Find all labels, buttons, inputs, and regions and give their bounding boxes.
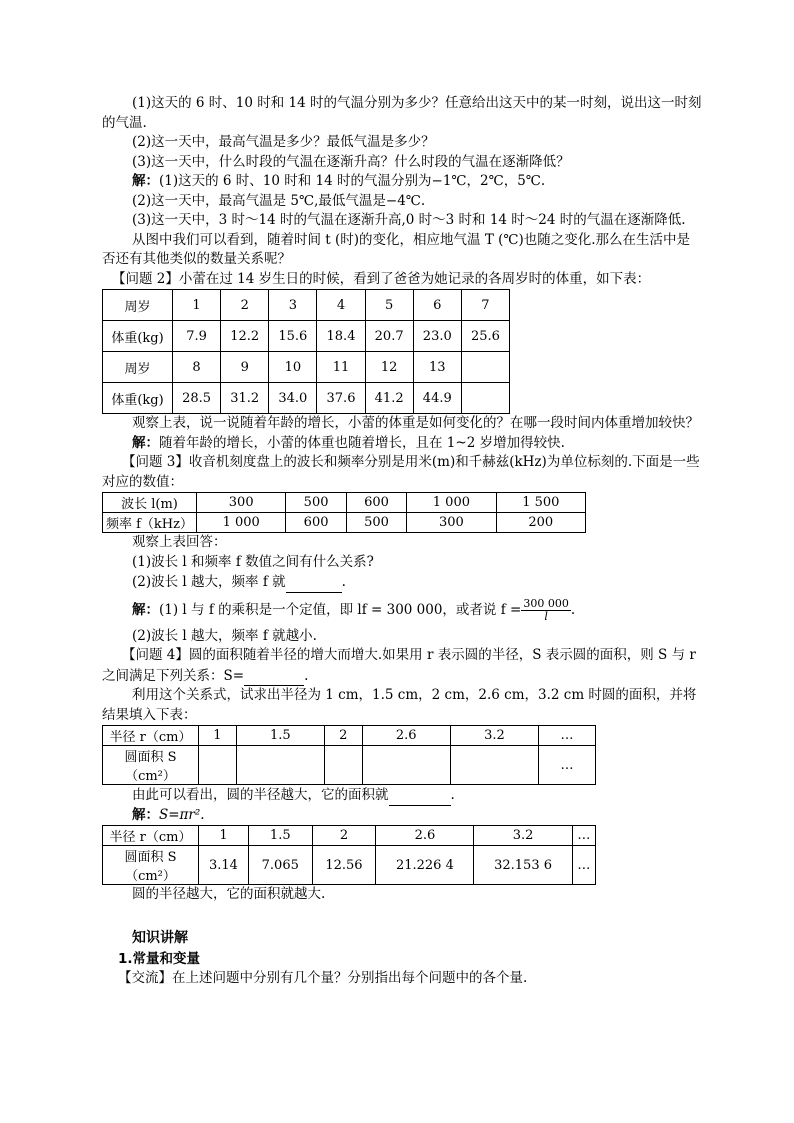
table-cell: … bbox=[539, 726, 596, 746]
row-header-cell: 圆面积 S（cm²） bbox=[103, 846, 199, 885]
solution-label: 解： bbox=[132, 173, 159, 189]
table-row bbox=[103, 726, 596, 746]
table-cell: 1 000 bbox=[407, 493, 496, 513]
table-cell: 15.6 bbox=[269, 321, 317, 352]
row-header-cell: 体重(kg) bbox=[103, 321, 173, 352]
q1-solution-2: (2)这一天中，最高气温是 5℃,最低气温是−4℃. bbox=[132, 192, 426, 209]
table-cell: 600 bbox=[286, 513, 346, 533]
table-cell: 18.4 bbox=[317, 321, 365, 352]
q3-intro: 【问题 3】收音机刻度盘上的波长和频率分别是用米(m)和千赫兹(kHz)为单位标刻的.下面是一些对应的数值： bbox=[102, 454, 700, 490]
table-cell: 1.5 bbox=[248, 826, 312, 846]
row-header-cell: 频率 f（kHz） bbox=[103, 513, 197, 533]
q1-transition: 从图中我们可以看到，随着时间 t (时)的变化，相应地气温 T (℃)也随之变化.那么在生活中是否还有其他类似的数量关系呢？ bbox=[102, 231, 691, 267]
subsection-heading: 1.常量和变量 bbox=[118, 950, 201, 967]
table-cell: 1 bbox=[199, 826, 249, 846]
table-cell: 32.153 6 bbox=[474, 846, 572, 885]
table-cell: 4 bbox=[317, 290, 365, 321]
document-page bbox=[102, 94, 702, 988]
table-cell: 9 bbox=[221, 352, 269, 383]
section-heading: 知识讲解 bbox=[132, 929, 188, 946]
exchange-prompt: 【交流】在上述问题中分别有几个量？分别指出每个问题中的各个量. bbox=[118, 969, 528, 986]
table-cell: 200 bbox=[496, 513, 585, 533]
table-cell bbox=[461, 383, 509, 414]
table-cell: 3 bbox=[269, 290, 317, 321]
table-cell: 1 bbox=[199, 726, 237, 746]
q3-wave-table bbox=[102, 492, 586, 533]
q1-question-2: (2)这一天中，最高气温是多少？最低气温是多少？ bbox=[132, 134, 435, 150]
table-cell: 2 bbox=[221, 290, 269, 321]
q3-question-2: (2)波长 l 越大，频率 f 就 . bbox=[102, 572, 702, 593]
table-cell: 5 bbox=[365, 290, 413, 321]
table-row bbox=[103, 493, 586, 513]
table-cell: 12.2 bbox=[221, 321, 269, 352]
table-row bbox=[103, 846, 596, 885]
table-cell bbox=[450, 746, 538, 785]
table-row bbox=[103, 352, 510, 383]
table-cell: 7 bbox=[461, 290, 509, 321]
q1-question-1: (1)这天的 6 时、10 时和 14 时的气温分别为多少？任意给出这天中的某一时刻，说出这一时刻的气温. bbox=[102, 95, 702, 131]
row-header-cell: 周岁 bbox=[103, 352, 173, 383]
table-cell: … bbox=[539, 746, 596, 785]
table-row bbox=[103, 513, 586, 533]
table-cell: 3.14 bbox=[199, 846, 249, 885]
row-header-cell: 圆面积 S（cm²） bbox=[103, 746, 199, 785]
table-cell: 23.0 bbox=[413, 321, 461, 352]
q3-solution-1: 解：(1) l 与 f 的乘积是一个定值，即 lf = 300 000，或者说 f = $\frac{300 000}{l}$ . bbox=[132, 596, 576, 623]
row-header-cell: 周岁 bbox=[103, 290, 173, 321]
table-cell: 3.2 bbox=[450, 726, 538, 746]
q2-intro: 【问题 2】小蕾在过 14 岁生日的时候，看到了爸爸为她记录的各周岁时的体重，如下表： bbox=[112, 270, 651, 287]
table-cell: 500 bbox=[346, 513, 406, 533]
table-cell: 2.6 bbox=[376, 826, 474, 846]
table-cell: 2.6 bbox=[362, 726, 450, 746]
table-cell: 500 bbox=[286, 493, 346, 513]
q1-question-3: (3)这一天中，什么时段的气温在逐渐升高？什么时段的气温在逐渐降低？ bbox=[132, 153, 570, 170]
q1-solution-3: (3)这一天中，3 时～14 时的气温在逐渐升高,0 时～3 时和 14 时～24 时的气温在逐渐降低. bbox=[132, 212, 686, 228]
q2-solution: 解：随着年龄的增长，小蕾的体重也随着增长，且在 1~2 岁增加得较快. bbox=[132, 434, 565, 451]
table-cell: 34.0 bbox=[269, 383, 317, 414]
table-cell: 12 bbox=[365, 352, 413, 383]
table-cell: 44.9 bbox=[413, 383, 461, 414]
q4-solution: 解：S=πr². bbox=[132, 806, 205, 823]
fraction: $\frac{300 000}{l}$ bbox=[523, 596, 569, 623]
table-cell: 41.2 bbox=[365, 383, 413, 414]
table-cell: 2 bbox=[324, 726, 362, 746]
table-cell: 21.226 4 bbox=[376, 846, 474, 885]
q4-filled-table bbox=[102, 825, 596, 885]
table-cell: 7.065 bbox=[248, 846, 312, 885]
q2-weight-table bbox=[102, 289, 510, 414]
row-header-cell: 半径 r（cm） bbox=[103, 826, 199, 846]
q4-conclusion: 由此可以看出，圆的半径越大，它的面积就 . bbox=[102, 785, 702, 806]
table-cell: 28.5 bbox=[173, 383, 221, 414]
table-cell: 600 bbox=[346, 493, 406, 513]
table-cell: 10 bbox=[269, 352, 317, 383]
q4-blank-table bbox=[102, 725, 596, 785]
q2-question: 观察上表，说一说随着年龄的增长，小蕾的体重是如何变化的？在哪一段时间内体重增加较快？ bbox=[132, 415, 699, 431]
table-row bbox=[103, 321, 510, 352]
q3-question-1: (1)波长 l 和频率 f 数值之间有什么关系? bbox=[132, 553, 374, 570]
table-cell: 3.2 bbox=[474, 826, 572, 846]
table-cell bbox=[199, 746, 237, 785]
table-cell: 6 bbox=[413, 290, 461, 321]
q4-task: 利用这个关系式，试求出半径为 1 cm，1.5 cm，2 cm，2.6 cm，3.2 cm 时圆的面积，并将结果填入下表： bbox=[102, 687, 697, 723]
table-cell bbox=[362, 746, 450, 785]
table-row bbox=[103, 746, 596, 785]
table-cell: 20.7 bbox=[365, 321, 413, 352]
q1-solution-1: 解：(1)这天的 6 时、10 时和 14 时的气温分别为−1℃，2℃，5℃. bbox=[132, 173, 546, 189]
table-row bbox=[103, 290, 510, 321]
q4-final: 圆的半径越大，它的面积就越大. bbox=[132, 886, 326, 902]
table-cell: … bbox=[572, 846, 595, 885]
table-cell: 13 bbox=[413, 352, 461, 383]
q3-lead: 观察上表回答： bbox=[132, 534, 227, 550]
table-cell: 12.56 bbox=[312, 846, 376, 885]
table-cell bbox=[461, 352, 509, 383]
table-cell: 37.6 bbox=[317, 383, 365, 414]
table-cell: 8 bbox=[173, 352, 221, 383]
table-cell: 2 bbox=[312, 826, 376, 846]
table-cell: 1 bbox=[173, 290, 221, 321]
table-cell: 1 500 bbox=[496, 493, 585, 513]
row-header-cell: 波长 l(m) bbox=[103, 493, 197, 513]
table-cell: … bbox=[572, 826, 595, 846]
table-cell: 31.2 bbox=[221, 383, 269, 414]
table-cell: 11 bbox=[317, 352, 365, 383]
row-header-cell: 半径 r（cm） bbox=[103, 726, 199, 746]
table-row bbox=[103, 826, 596, 846]
row-header-cell: 体重(kg) bbox=[103, 383, 173, 414]
table-cell: 1.5 bbox=[236, 726, 324, 746]
table-row bbox=[103, 383, 510, 414]
table-cell bbox=[324, 746, 362, 785]
q3-solution-2: (2)波长 l 越大，频率 f 就越小. bbox=[132, 627, 317, 644]
table-cell: 1 000 bbox=[197, 513, 286, 533]
table-cell: 300 bbox=[197, 493, 286, 513]
table-cell: 7.9 bbox=[173, 321, 221, 352]
q4-intro: 【问题 4】圆的面积随着半径的增大而增大.如果用 r 表示圆的半径，S 表示圆的面积，则 S 与 r 之间满足下列关系：S= . bbox=[102, 646, 702, 686]
table-cell bbox=[236, 746, 324, 785]
table-cell: 25.6 bbox=[461, 321, 509, 352]
table-cell: 300 bbox=[407, 513, 496, 533]
